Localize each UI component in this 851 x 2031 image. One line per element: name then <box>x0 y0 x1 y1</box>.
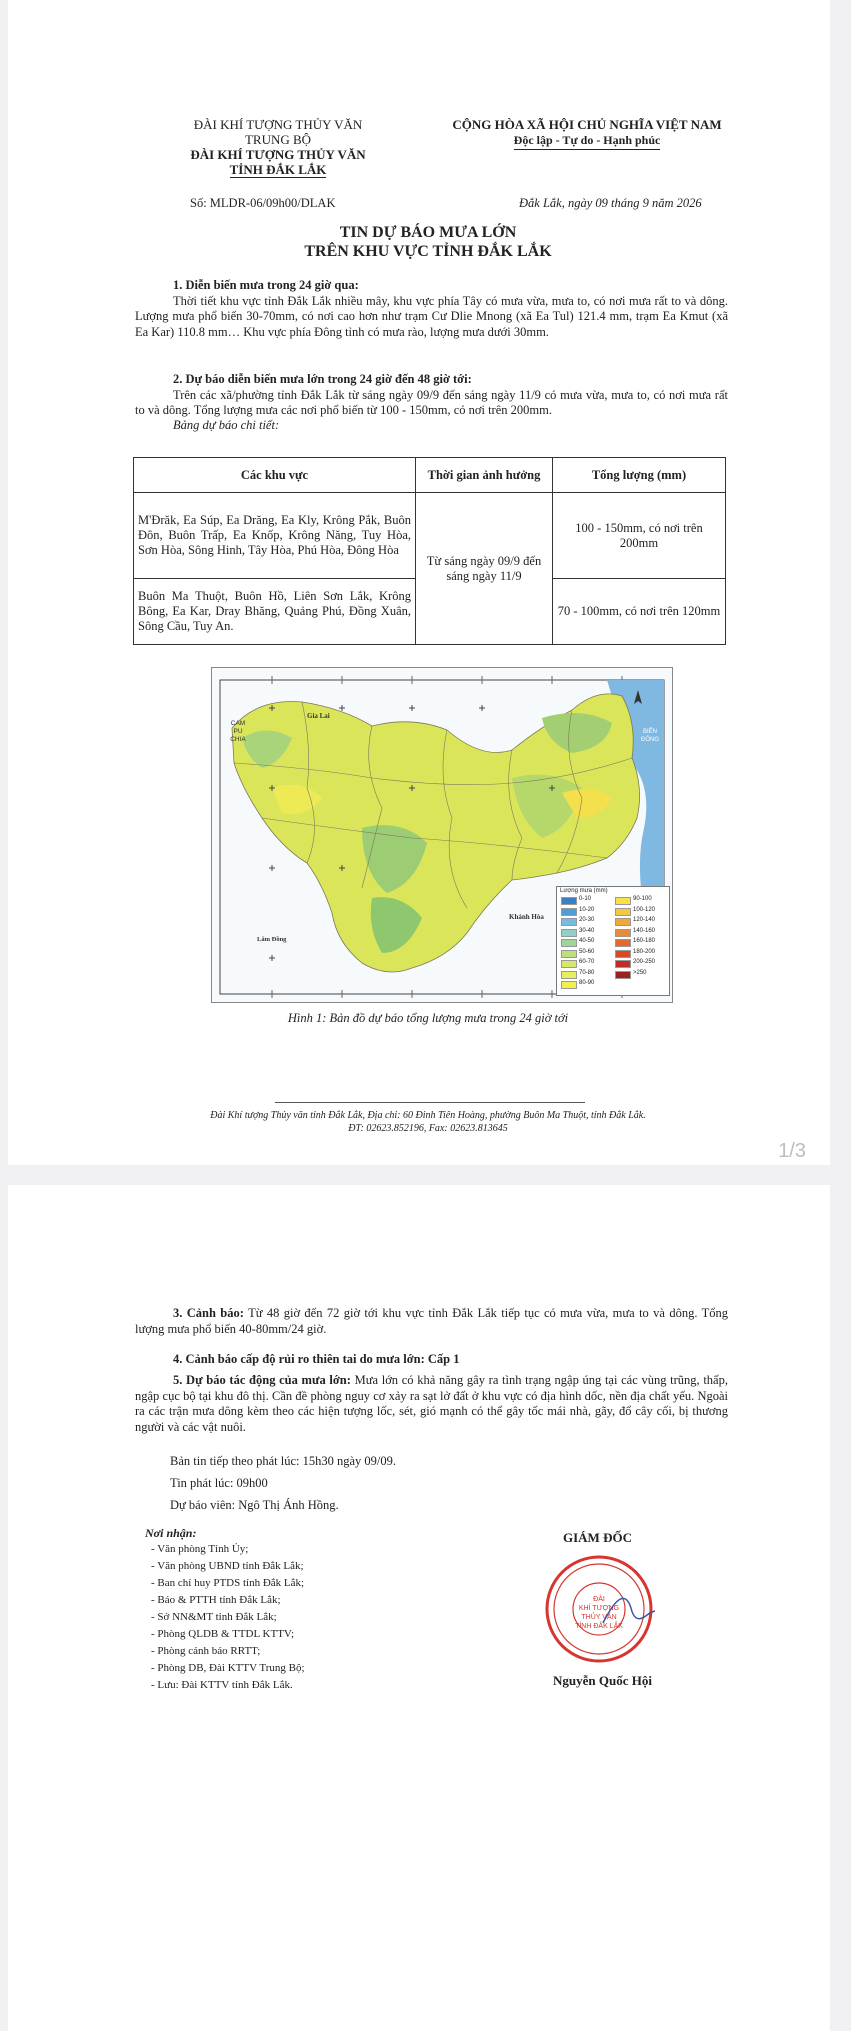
section-2 <box>135 372 728 432</box>
map-caption: Hình 1: Bản đồ dự báo tổng lượng mưa trong 24 giờ tới <box>287 1011 569 1025</box>
recipients <box>145 1525 445 1694</box>
legend-label: 50-60 <box>579 948 595 955</box>
svg-text:TỈNH ĐẮK LẮK: TỈNH ĐẮK LẮK <box>575 1623 623 1630</box>
map-label-cambodia: CAM PU CHIA <box>230 720 246 743</box>
document-date: Đắk Lắk, ngày 09 tháng 9 năm 2026 <box>519 196 702 210</box>
title-line-2: TRÊN KHU VỰC TỈNH ĐẮK LẮK <box>304 243 552 260</box>
map-label-gia-lai: Gia Lai <box>307 712 330 720</box>
svg-text:THỦY VĂN: THỦY VĂN <box>581 1614 617 1621</box>
legend-label: 100-120 <box>633 906 656 913</box>
row-1-amount: 100 - 150mm, có nơi trên 200mm <box>553 493 726 579</box>
legend-label: 10-20 <box>579 906 595 913</box>
title-line-1: TIN DỰ BÁO MƯA LỚN <box>339 224 517 241</box>
legend-label: 160-180 <box>633 938 656 944</box>
header-areas: Các khu vực <box>134 458 416 493</box>
section-2-body: Trên các xã/phường tỉnh Đắk Lắk từ sáng ngày 09/9 đến sáng ngày 11/9 có mưa vừa, mưa to, có nơi mưa rất to và dông. Tổng lượng mưa các nơi phổ biến từ 100 - 150mm, có nơi trên 200mm. <box>135 387 728 417</box>
legend-swatch <box>561 939 577 947</box>
national-title: CỘNG HÒA XÃ HỘI CHỦ NGHĨA VIỆT NAM <box>452 117 722 132</box>
table-row <box>134 493 726 579</box>
section-1 <box>135 278 728 340</box>
recipient-item: - Lưu: Đài KTTV tỉnh Đắk Lắk. <box>151 1679 293 1691</box>
legend-label: 140-160 <box>633 927 656 934</box>
legend-swatch <box>561 929 577 937</box>
svg-text:ĐÀI: ĐÀI <box>593 1596 605 1603</box>
section-4-heading: 4. Cảnh báo cấp độ rủi ro thiên tai do mưa lớn: Cấp 1 <box>173 1352 460 1366</box>
document-page-2 <box>8 1185 830 2031</box>
agency-line-2: TRUNG BỘ <box>244 132 312 147</box>
legend-label: 20-30 <box>579 917 595 923</box>
forecast-time: Từ sáng ngày 09/9 đến sáng ngày 11/9 <box>416 493 553 645</box>
rainfall-legend <box>556 886 670 996</box>
legend-swatch <box>561 908 577 916</box>
recipient-item: - Phòng DB, Đài KTTV Trung Bộ; <box>151 1662 305 1674</box>
legend-swatch <box>561 960 577 968</box>
legend-swatch <box>615 908 631 916</box>
forecast-table <box>133 457 726 645</box>
issued-at: Tin phát lúc: 09h00 <box>170 1476 268 1490</box>
footer-divider <box>275 1102 585 1103</box>
recipient-item: - Báo & PTTH tỉnh Đắk Lắk; <box>151 1594 281 1606</box>
section-1-heading: 1. Diễn biến mưa trong 24 giờ qua: <box>173 278 359 292</box>
legend-swatch <box>561 950 577 958</box>
recipient-item: - Phòng QLDB & TTDL KTTV; <box>151 1628 295 1640</box>
legend-swatch <box>615 939 631 947</box>
signer-name: Nguyễn Quốc Hội <box>553 1673 652 1688</box>
next-bulletin: Bản tin tiếp theo phát lúc: 15h30 ngày 09/09. <box>170 1454 397 1468</box>
recipients-list <box>145 1541 445 1694</box>
document-title <box>128 223 728 261</box>
recipients-title: Nơi nhận: <box>145 1526 197 1540</box>
legend-swatch <box>615 950 631 958</box>
section-1-body: Thời tiết khu vực tỉnh Đắk Lắk nhiều mây, khu vực phía Tây có mưa vừa, mưa to, có nơi mưa rất to và dông. Lượng mưa phổ biến 30-70mm, có nơi cao hơn như trạm Cư Dlie Mnong (xã Ea Tul) 121.4 mm, trạm Ea Kmut (xã Ea Kar) 110.8 mm… Khu vực phía Đông tỉnh có mưa rào, lượng mưa dưới 30mm. <box>135 293 728 339</box>
legend-label: 60-70 <box>579 959 595 965</box>
signature-position: GIÁM ĐỐC <box>563 1530 632 1545</box>
legend-swatch <box>615 971 631 979</box>
table-caption: Bảng dự báo chi tiết: <box>173 417 280 432</box>
map-label-bien-dong: BIỂN ĐÔNG <box>641 729 659 743</box>
agency-line-1: ĐÀI KHÍ TƯỢNG THỦY VĂN <box>193 117 363 132</box>
official-seal <box>543 1553 655 1665</box>
legend-label: 200-250 <box>633 959 656 965</box>
legend-label: 40-50 <box>579 938 595 944</box>
rainfall-forecast-map <box>211 667 673 1003</box>
legend-label: 30-40 <box>579 927 595 934</box>
map-label-lam-dong: Lâm Đồng <box>257 936 287 943</box>
map-label-khanh-hoa: Khánh Hòa <box>509 913 544 921</box>
legend-label: 120-140 <box>633 917 656 923</box>
footer-contact: ĐT: 02623.852196, Fax: 02623.813645 <box>348 1123 508 1134</box>
national-motto: Độc lập - Tự do - Hạnh phúc <box>514 133 661 150</box>
legend-title: Lượng mưa (mm) <box>560 888 608 894</box>
footer-address: Đài Khí tượng Thủy văn tỉnh Đắk Lắk, Địa chỉ: 60 Đinh Tiên Hoàng, phường Buôn Ma Thuột, tỉnh Đắk Lắk. <box>210 1110 646 1121</box>
legend-swatch <box>561 897 577 905</box>
agency-line-4: TỈNH ĐẮK LẮK <box>229 162 327 177</box>
page-indicator: 1/3 <box>778 1140 806 1162</box>
section-3 <box>135 1306 728 1337</box>
section-5-heading: 5. Dự báo tác động của mưa lớn: <box>173 1373 351 1387</box>
legend-swatch <box>615 960 631 968</box>
document-page-1 <box>8 0 830 1165</box>
recipient-item: - Sở NN&MT tỉnh Đắk Lắk; <box>151 1611 277 1623</box>
legend-swatch <box>561 971 577 979</box>
issue-info <box>170 1450 396 1516</box>
legend-label: >250 <box>633 969 647 976</box>
agency-header <box>158 117 398 178</box>
document-number: Số: MLDR-06/09h00/DLAK <box>190 196 336 210</box>
row-1-areas: M'Đrăk, Ea Súp, Ea Drăng, Ea Kly, Krông Pắk, Buôn Đôn, Buôn Trấp, Ea Knốp, Krông Năng, Tuy Hòa, Sơn Hòa, Sông Hinh, Tây Hòa, Phú Hòa, Đông Hòa <box>134 493 416 579</box>
agency-line-3: ĐÀI KHÍ TƯỢNG THỦY VĂN <box>190 147 366 162</box>
svg-text:KHÍ TƯỢNG: KHÍ TƯỢNG <box>578 1605 620 1612</box>
legend-label: 90-100 <box>633 896 652 902</box>
legend-label: 0-10 <box>579 896 592 902</box>
recipient-item: - Văn phòng UBND tỉnh Đắk Lắk; <box>151 1560 304 1572</box>
footer <box>128 1109 728 1135</box>
legend-label: 80-90 <box>579 980 595 986</box>
section-3-body: Từ 48 giờ đến 72 giờ tới khu vực tỉnh Đắk Lắk tiếp tục có mưa vừa, mưa to và dông. Tổng lượng mưa phổ biến 40-80mm/24 giờ. <box>135 1306 729 1336</box>
legend-swatch <box>561 918 577 926</box>
recipient-item: - Văn phòng Tỉnh Ủy; <box>151 1543 249 1555</box>
section-3-heading: 3. Cảnh báo: <box>173 1306 244 1320</box>
legend-swatch <box>615 929 631 937</box>
header-time: Thời gian ảnh hưởng <box>416 458 553 493</box>
legend-label: 70-80 <box>579 969 595 976</box>
section-2-heading: 2. Dự báo diễn biến mưa lớn trong 24 giờ đến 48 giờ tới: <box>173 372 472 386</box>
row-2-amount: 70 - 100mm, có nơi trên 120mm <box>553 579 726 645</box>
legend-label: 180-200 <box>633 948 656 955</box>
section-5-body: Mưa lớn có khả năng gây ra tình trạng ngập úng tại các vùng trũng, thấp, ngập cục bộ tại khu đô thị. Cần đề phòng nguy cơ xảy ra sạt lở đất ở khu vực có địa hình dốc, nền địa chất yếu. Ngoài ra các trận mưa dông kèm theo các hiện tượng lốc, sét, gió mạnh có thể gây tốc mái nhà, gãy, đổ cây cối, bị thương người và các vật nuôi. <box>135 1373 728 1434</box>
recipient-item: - Ban chỉ huy PTDS tỉnh Đắk Lắk; <box>151 1577 305 1589</box>
forecaster: Dự báo viên: Ngô Thị Ánh Hồng. <box>170 1498 339 1512</box>
national-header <box>428 117 746 150</box>
legend-swatch <box>561 981 577 989</box>
table-header-row <box>134 458 726 493</box>
legend-swatch <box>615 918 631 926</box>
legend-swatch <box>615 897 631 905</box>
row-2-areas: Buôn Ma Thuột, Buôn Hồ, Liên Sơn Lắk, Krông Bông, Ea Kar, Dray Bhăng, Quảng Phú, Đồng Xuân, Sông Cầu, Tuy An. <box>134 579 416 645</box>
section-5 <box>135 1373 728 1435</box>
header-amount: Tổng lượng (mm) <box>553 458 726 493</box>
recipient-item: - Phòng cảnh báo RRTT; <box>151 1645 261 1657</box>
